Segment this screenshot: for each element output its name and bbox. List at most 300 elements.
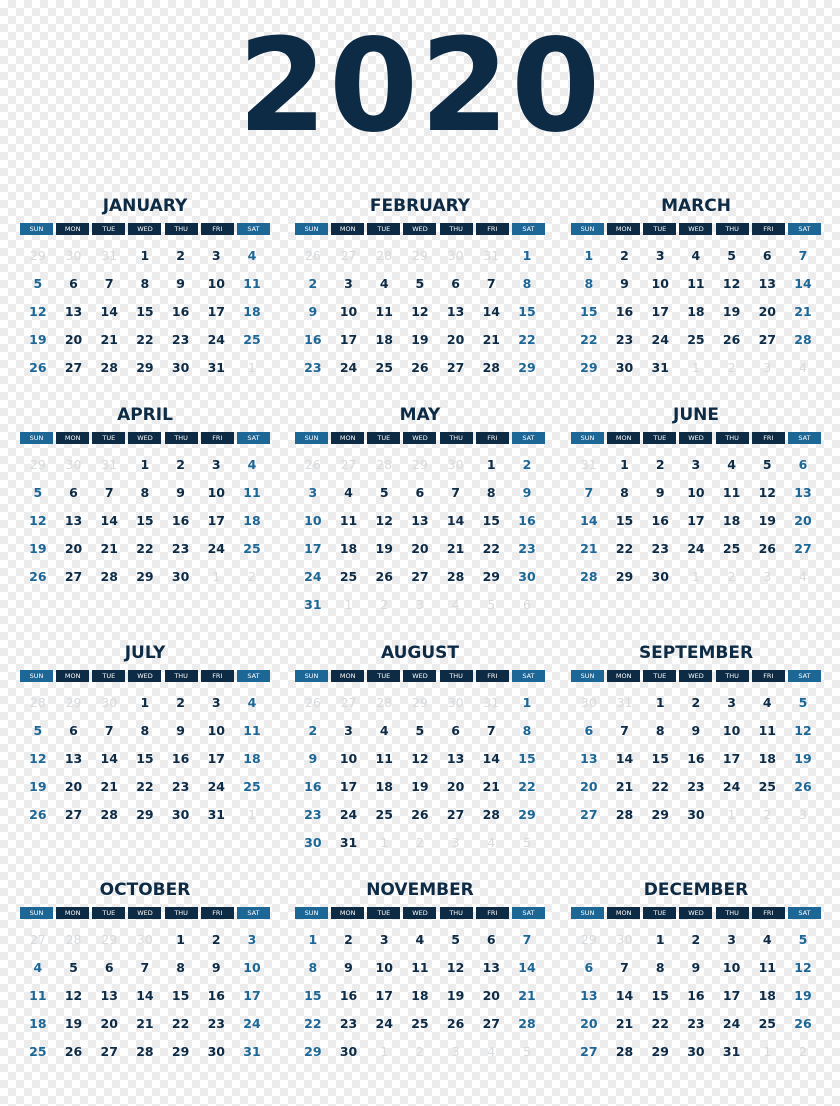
day-cell: 3: [344, 276, 353, 291]
day-cell: 21: [482, 779, 500, 794]
adjacent-month-day: 30: [65, 248, 82, 263]
weekday-label: TUE: [367, 907, 400, 919]
adjacent-month-day: 2: [415, 835, 424, 850]
day-cell: 29: [136, 569, 154, 584]
day-cell: 30: [518, 569, 536, 584]
day-cell: 11: [758, 723, 776, 738]
day-cell: 15: [518, 751, 536, 766]
adjacent-month-day: 28: [376, 457, 393, 472]
day-grid: [571, 243, 821, 383]
weekday-label: SAT: [512, 223, 545, 235]
adjacent-month-day: 29: [580, 932, 597, 947]
adjacent-month-day: 29: [29, 457, 46, 472]
adjacent-month-day: 1: [727, 807, 736, 822]
day-cell: 20: [64, 779, 83, 794]
day-cell: 24: [304, 569, 322, 584]
day-cell: 1: [522, 248, 532, 263]
adjacent-month-day: 30: [447, 248, 464, 263]
weekday-label: TUE: [643, 670, 676, 682]
weekday-label: TUE: [367, 432, 400, 444]
day-cell: 12: [411, 751, 429, 766]
day-cell: 6: [451, 276, 460, 291]
weekday-label: SUN: [295, 432, 328, 444]
day-cell: 29: [136, 360, 154, 375]
day-cell: 4: [344, 485, 353, 500]
day-cell: 14: [446, 513, 465, 528]
day-cell: 26: [758, 541, 776, 556]
adjacent-month-day: 29: [411, 457, 428, 472]
weekday-label: SAT: [512, 670, 545, 682]
day-cell: 30: [171, 807, 190, 822]
adjacent-month-day: 3: [763, 360, 772, 375]
weekday-label: SUN: [295, 907, 328, 919]
day-cell: 6: [415, 485, 425, 500]
adjacent-month-day: 3: [415, 597, 424, 612]
day-cell: 25: [375, 807, 393, 822]
day-cell: 5: [798, 932, 808, 947]
day-cell: 5: [33, 485, 43, 500]
adjacent-month-day: 2: [798, 1044, 807, 1059]
adjacent-month-day: 2: [415, 1044, 424, 1059]
adjacent-month-day: 4: [798, 569, 807, 584]
day-cell: 18: [758, 988, 776, 1003]
weekday-label: THU: [165, 670, 198, 682]
day-cell: 28: [615, 807, 634, 822]
day-cell: 19: [29, 779, 47, 794]
day-cell: 12: [722, 276, 741, 291]
day-cell: 24: [722, 779, 741, 794]
day-cell: 18: [375, 332, 393, 347]
day-cell: 22: [136, 332, 154, 347]
day-cell: 1: [655, 695, 665, 710]
day-cell: 20: [64, 332, 83, 347]
weekday-label: SUN: [295, 223, 328, 235]
day-cell: 19: [29, 541, 47, 556]
weekday-label: MON: [331, 670, 364, 682]
day-cell: 18: [411, 988, 429, 1003]
adjacent-month-day: 27: [340, 248, 357, 263]
day-cell: 7: [620, 960, 629, 975]
day-cell: 20: [446, 332, 465, 347]
day-cell: 15: [615, 513, 634, 528]
adjacent-month-day: 28: [376, 695, 393, 710]
day-cell: 10: [243, 960, 261, 975]
day-cell: 5: [415, 723, 425, 738]
month-title: MARCH: [661, 196, 731, 216]
day-grid: [20, 452, 270, 592]
day-cell: 25: [758, 779, 776, 794]
weekday-label: SAT: [788, 907, 821, 919]
day-cell: 14: [482, 751, 500, 766]
adjacent-month-day: 1: [380, 835, 389, 850]
adjacent-month-day: 30: [136, 932, 153, 947]
weekday-label: TUE: [367, 670, 400, 682]
day-cell: 8: [140, 485, 150, 500]
day-cell: 3: [727, 932, 736, 947]
day-cell: 23: [171, 779, 190, 794]
day-cell: 19: [64, 1016, 83, 1031]
day-cell: 21: [100, 332, 118, 347]
adjacent-month-day: 31: [101, 248, 118, 263]
day-cell: 15: [651, 988, 669, 1003]
day-cell: 25: [687, 332, 705, 347]
day-cell: 4: [379, 276, 389, 291]
day-cell: 10: [339, 751, 358, 766]
weekday-label: THU: [716, 223, 749, 235]
weekday-label: TUE: [643, 223, 676, 235]
day-cell: 29: [171, 1044, 190, 1059]
month-june: [571, 404, 821, 592]
day-cell: 20: [446, 779, 465, 794]
day-cell: 6: [451, 723, 460, 738]
day-cell: 16: [171, 304, 190, 319]
weekday-label: WED: [679, 223, 712, 235]
day-cell: 18: [687, 304, 705, 319]
adjacent-month-day: 4: [487, 835, 496, 850]
day-cell: 8: [522, 276, 532, 291]
day-cell: 21: [615, 1016, 634, 1031]
adjacent-month-day: 2: [727, 569, 736, 584]
weekday-label: WED: [128, 907, 161, 919]
day-grid: [20, 243, 270, 383]
month-title: JUNE: [673, 405, 719, 425]
day-cell: 16: [171, 751, 190, 766]
day-cell: 10: [722, 960, 741, 975]
adjacent-month-day: 27: [29, 932, 46, 947]
day-cell: 20: [100, 1016, 118, 1031]
day-cell: 24: [207, 779, 225, 794]
day-cell: 7: [104, 723, 114, 738]
adjacent-month-day: 4: [451, 597, 460, 612]
day-cell: 8: [176, 960, 185, 975]
day-cell: 14: [100, 513, 118, 528]
day-cell: 23: [615, 332, 634, 347]
weekday-label: THU: [716, 432, 749, 444]
adjacent-month-day: 26: [304, 457, 321, 472]
day-cell: 8: [308, 960, 318, 975]
weekday-label: MON: [331, 907, 364, 919]
day-cell: 20: [411, 541, 429, 556]
weekday-label: WED: [128, 670, 161, 682]
day-cell: 21: [446, 541, 465, 556]
weekday-label: MON: [56, 670, 89, 682]
day-cell: 10: [339, 304, 358, 319]
day-cell: 6: [584, 723, 594, 738]
day-cell: 24: [207, 541, 225, 556]
day-cell: 4: [247, 695, 257, 710]
day-cell: 13: [446, 751, 465, 766]
day-cell: 21: [615, 779, 634, 794]
adjacent-month-day: 2: [380, 597, 389, 612]
day-cell: 27: [411, 569, 429, 584]
day-cell: 27: [64, 807, 83, 822]
day-cell: 8: [486, 485, 496, 500]
day-cell: 13: [411, 513, 429, 528]
weekday-label: SUN: [571, 223, 604, 235]
day-cell: 24: [687, 541, 705, 556]
day-cell: 14: [100, 304, 118, 319]
day-cell: 1: [522, 695, 532, 710]
day-cell: 2: [176, 248, 185, 263]
day-cell: 16: [651, 513, 669, 528]
day-cell: 22: [136, 541, 154, 556]
day-cell: 4: [415, 932, 425, 947]
adjacent-month-day: 29: [411, 248, 428, 263]
weekday-label: MON: [607, 907, 640, 919]
day-cell: 20: [758, 304, 776, 319]
day-cell: 20: [580, 779, 598, 794]
day-cell: 16: [615, 304, 634, 319]
weekday-label: WED: [403, 907, 436, 919]
day-cell: 10: [687, 485, 705, 500]
day-cell: 27: [446, 807, 465, 822]
day-cell: 31: [722, 1044, 741, 1059]
day-cell: 28: [580, 569, 598, 584]
weekday-label: SUN: [20, 670, 53, 682]
day-cell: 9: [176, 276, 185, 291]
day-cell: 21: [482, 332, 500, 347]
day-cell: 28: [518, 1016, 536, 1031]
day-cell: 18: [375, 779, 393, 794]
day-cell: 29: [651, 807, 669, 822]
day-cell: 30: [687, 807, 705, 822]
month-title: JULY: [124, 643, 166, 663]
day-cell: 26: [375, 569, 393, 584]
adjacent-month-day: 29: [101, 932, 118, 947]
weekday-header: [295, 432, 545, 444]
day-cell: 8: [522, 723, 532, 738]
weekday-label: FRI: [476, 432, 509, 444]
day-cell: 21: [794, 304, 812, 319]
day-cell: 2: [691, 932, 701, 947]
day-cell: 14: [518, 960, 536, 975]
day-cell: 17: [651, 304, 669, 319]
day-cell: 18: [339, 541, 358, 556]
day-cell: 31: [207, 807, 225, 822]
day-cell: 29: [518, 807, 536, 822]
day-cell: 24: [207, 332, 225, 347]
weekday-label: TUE: [92, 432, 125, 444]
day-cell: 13: [446, 304, 465, 319]
day-cell: 4: [379, 723, 389, 738]
weekday-label: FRI: [476, 670, 509, 682]
day-cell: 21: [100, 541, 118, 556]
day-cell: 11: [29, 988, 47, 1003]
day-cell: 17: [207, 513, 225, 528]
day-cell: 26: [411, 360, 429, 375]
day-cell: 9: [691, 723, 701, 738]
day-cell: 11: [339, 513, 358, 528]
day-cell: 12: [29, 513, 47, 528]
weekday-label: SUN: [20, 432, 53, 444]
weekday-label: THU: [440, 670, 473, 682]
day-cell: 1: [176, 932, 185, 947]
day-cell: 2: [176, 695, 185, 710]
weekday-label: WED: [403, 432, 436, 444]
day-cell: 10: [207, 276, 225, 291]
day-cell: 3: [211, 457, 221, 472]
day-cell: 30: [687, 1044, 705, 1059]
adjacent-month-day: 2: [727, 360, 736, 375]
day-cell: 17: [207, 304, 225, 319]
day-cell: 2: [620, 248, 629, 263]
day-cell: 29: [580, 360, 598, 375]
adjacent-month-day: 28: [65, 932, 82, 947]
day-cell: 11: [243, 723, 261, 738]
day-cell: 1: [620, 457, 629, 472]
weekday-label: SUN: [571, 907, 604, 919]
day-cell: 30: [304, 835, 322, 850]
day-cell: 3: [308, 485, 318, 500]
day-cell: 24: [722, 1016, 741, 1031]
weekday-label: SUN: [571, 432, 604, 444]
day-cell: 7: [104, 485, 114, 500]
day-cell: 28: [615, 1044, 634, 1059]
day-cell: 14: [794, 276, 812, 291]
day-cell: 24: [339, 360, 358, 375]
weekday-label: FRI: [201, 432, 234, 444]
day-cell: 17: [243, 988, 261, 1003]
day-cell: 10: [375, 960, 393, 975]
adjacent-month-day: 4: [487, 1044, 496, 1059]
adjacent-month-day: 3: [798, 807, 807, 822]
day-cell: 3: [379, 932, 389, 947]
adjacent-month-day: 4: [798, 360, 807, 375]
month-title: SEPTEMBER: [638, 643, 754, 663]
day-cell: 20: [482, 988, 500, 1003]
day-cell: 5: [727, 248, 736, 263]
month-december: [571, 879, 821, 1067]
day-cell: 29: [482, 569, 500, 584]
day-cell: 27: [482, 1016, 500, 1031]
adjacent-month-day: 1: [212, 569, 221, 584]
day-cell: 22: [171, 1016, 190, 1031]
day-cell: 30: [171, 569, 190, 584]
weekday-label: THU: [440, 432, 473, 444]
weekday-label: SAT: [237, 223, 270, 235]
day-cell: 12: [446, 960, 465, 975]
day-cell: 5: [69, 960, 78, 975]
weekday-label: THU: [165, 432, 198, 444]
day-cell: 29: [304, 1044, 322, 1059]
day-cell: 17: [304, 541, 322, 556]
day-cell: 11: [687, 276, 705, 291]
month-october: [20, 879, 270, 1067]
day-cell: 22: [615, 541, 634, 556]
day-cell: 27: [580, 807, 598, 822]
day-cell: 5: [415, 276, 425, 291]
adjacent-month-day: 30: [616, 932, 633, 947]
weekday-label: MON: [56, 907, 89, 919]
day-cell: 12: [758, 485, 776, 500]
day-cell: 15: [651, 751, 669, 766]
weekday-label: FRI: [752, 432, 785, 444]
day-cell: 22: [651, 1016, 669, 1031]
month-title: AUGUST: [380, 643, 460, 663]
day-cell: 13: [794, 485, 812, 500]
day-grid: [295, 927, 545, 1067]
day-cell: 12: [794, 723, 812, 738]
day-cell: 30: [339, 1044, 358, 1059]
day-cell: 27: [64, 360, 83, 375]
day-cell: 21: [100, 779, 118, 794]
day-cell: 23: [687, 1016, 705, 1031]
day-cell: 5: [762, 457, 772, 472]
day-cell: 14: [100, 751, 118, 766]
day-cell: 13: [64, 304, 83, 319]
day-cell: 1: [140, 695, 150, 710]
day-cell: 22: [518, 332, 536, 347]
day-cell: 29: [136, 807, 154, 822]
month-august: [295, 642, 545, 858]
day-cell: 22: [518, 779, 536, 794]
day-cell: 25: [411, 1016, 429, 1031]
day-cell: 4: [247, 457, 257, 472]
day-grid: [20, 927, 270, 1067]
day-cell: 2: [344, 932, 353, 947]
day-cell: 9: [176, 723, 185, 738]
weekday-label: TUE: [92, 907, 125, 919]
day-cell: 26: [722, 332, 741, 347]
day-cell: 7: [140, 960, 150, 975]
day-cell: 16: [518, 513, 536, 528]
day-cell: 1: [655, 932, 665, 947]
day-cell: 6: [762, 248, 772, 263]
day-cell: 23: [687, 779, 705, 794]
day-cell: 19: [411, 779, 429, 794]
day-cell: 25: [29, 1044, 47, 1059]
weekday-header: [295, 907, 545, 919]
weekday-header: [20, 223, 270, 235]
day-cell: 9: [176, 485, 185, 500]
adjacent-month-day: 30: [580, 695, 597, 710]
month-title: DECEMBER: [643, 880, 749, 900]
weekday-header: [571, 223, 821, 235]
day-cell: 24: [243, 1016, 261, 1031]
day-cell: 20: [794, 513, 812, 528]
day-cell: 26: [794, 1016, 812, 1031]
day-cell: 26: [794, 779, 812, 794]
day-cell: 29: [615, 569, 634, 584]
day-cell: 18: [722, 513, 741, 528]
weekday-label: MON: [56, 432, 89, 444]
year-title: 2020: [237, 12, 603, 161]
day-cell: 17: [687, 513, 705, 528]
day-cell: 1: [140, 248, 150, 263]
day-cell: 24: [375, 1016, 393, 1031]
day-cell: 13: [580, 988, 598, 1003]
adjacent-month-day: 28: [376, 248, 393, 263]
day-cell: 9: [344, 960, 353, 975]
day-cell: 3: [655, 248, 665, 263]
day-cell: 22: [651, 779, 669, 794]
day-cell: 12: [794, 960, 812, 975]
adjacent-month-day: 3: [451, 1044, 460, 1059]
day-cell: 27: [446, 360, 465, 375]
day-cell: 11: [758, 960, 776, 975]
weekday-label: WED: [679, 432, 712, 444]
adjacent-month-day: 30: [447, 457, 464, 472]
day-cell: 6: [69, 723, 78, 738]
day-cell: 19: [446, 988, 465, 1003]
day-cell: 28: [482, 360, 500, 375]
day-cell: 25: [758, 1016, 776, 1031]
day-cell: 16: [687, 988, 705, 1003]
day-cell: 25: [243, 332, 261, 347]
day-cell: 27: [580, 1044, 598, 1059]
day-cell: 19: [411, 332, 429, 347]
day-cell: 23: [304, 807, 322, 822]
